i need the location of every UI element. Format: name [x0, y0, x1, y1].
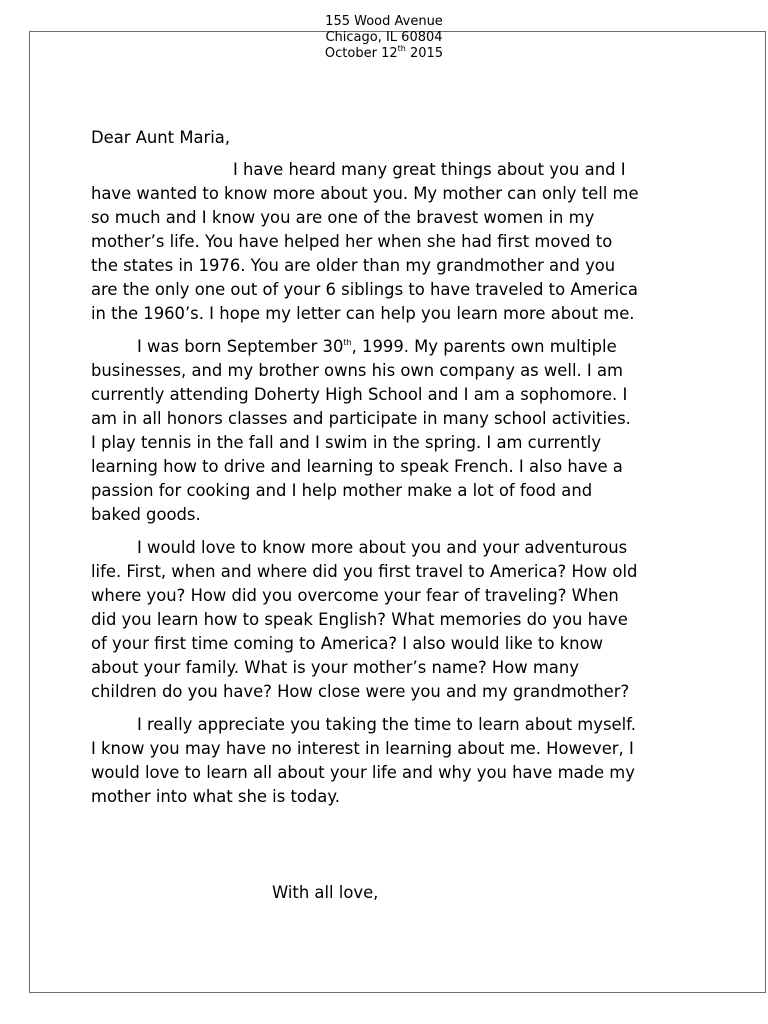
paragraph-3 — [91, 536, 691, 704]
paragraph-1 — [91, 158, 691, 326]
paragraph-3-line: did you learn how to speak English? What memories do you have — [91, 610, 628, 629]
address-city: Chicago, IL 60804 — [325, 30, 443, 45]
paragraph-3-line: life. First, when and where did you first travel to America? How old — [91, 562, 638, 581]
sender-address-block — [0, 14, 768, 62]
paragraph-3-line: children do you have? How close were you and my grandmother? — [91, 682, 630, 701]
date-month-day: October 12 — [324, 46, 398, 61]
paragraph-4-line: I know you may have no interest in learning about me. However, I — [91, 739, 634, 758]
paragraph-2-line: baked goods. — [91, 505, 201, 524]
paragraph-1-line: so much and I know you are one of the bravest women in my — [91, 208, 595, 227]
birth-date-continuation: , 1999. My parents own multiple — [351, 337, 617, 356]
paragraph-3-line: where you? How did you overcome your fear of traveling? When — [91, 586, 619, 605]
birth-date-ordinal-suffix: th — [343, 337, 352, 347]
date-year: 2015 — [405, 46, 444, 61]
paragraph-3-line: about your family. What is your mother’s name? How many — [91, 658, 579, 677]
paragraph-1-line: I have heard many great things about you and I — [233, 160, 626, 179]
paragraph-2-line: am in all honors classes and participate in many school activities. — [91, 409, 631, 428]
letter-date — [0, 43, 768, 62]
paragraph-3-line: of your first time coming to America? I also would like to know — [91, 634, 603, 653]
letter-body — [91, 126, 691, 818]
paragraph-2-line: learning how to drive and learning to speak French. I also have a — [91, 457, 623, 476]
paragraph-2-line: passion for cooking and I help mother make a lot of food and — [91, 481, 593, 500]
paragraph-4 — [91, 713, 691, 809]
paragraph-1-line: mother’s life. You have helped her when she had first moved to — [91, 232, 613, 251]
address-street: 155 Wood Avenue — [325, 14, 443, 29]
paragraph-4-line: mother into what she is today. — [91, 787, 340, 806]
paragraph-1-line: in the 1960’s. I hope my letter can help you learn more about me. — [91, 304, 635, 323]
paragraph-2-line: businesses, and my brother owns his own company as well. I am — [91, 361, 623, 380]
paragraph-2-line: currently attending Doherty High School and I am a sophomore. I — [91, 385, 628, 404]
paragraph-3-line: I would love to know more about you and your adventurous — [137, 538, 628, 557]
paragraph-1-line: the states in 1976. You are older than my grandmother and you — [91, 256, 616, 275]
paragraph-1-line: are the only one out of your 6 siblings to have traveled to America — [91, 280, 638, 299]
paragraph-4-line: would love to learn all about your life and why you have made my — [91, 763, 635, 782]
salutation: Dear Aunt Maria, — [91, 128, 231, 147]
paragraph-2-first-line — [91, 335, 691, 359]
paragraph-2-line: I play tennis in the fall and I swim in the spring. I am currently — [91, 433, 602, 452]
paragraph-1-line: have wanted to know more about you. My mother can only tell me — [91, 184, 639, 203]
paragraph-4-line: I really appreciate you taking the time to learn about myself. — [137, 715, 636, 734]
paragraph-2 — [91, 335, 691, 527]
date-ordinal-suffix: th — [397, 43, 406, 53]
birth-date-text: I was born September 30 — [137, 337, 344, 356]
closing: With all love, — [272, 883, 379, 902]
